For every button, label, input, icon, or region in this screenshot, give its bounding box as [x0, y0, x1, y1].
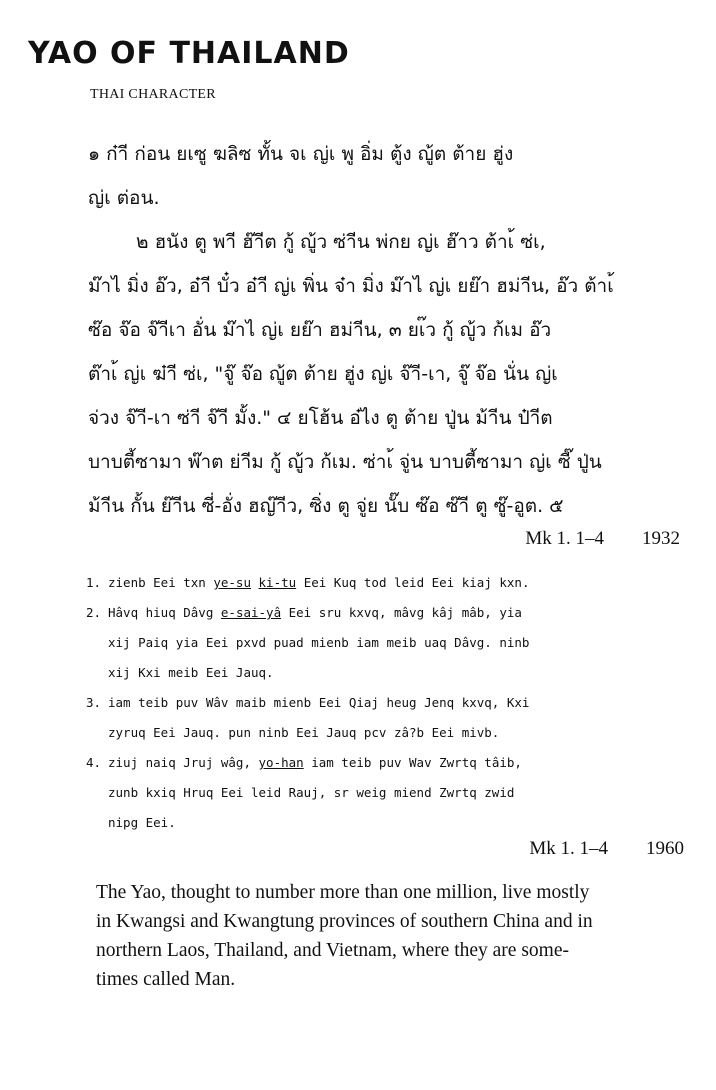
verse-line: nipg Eei.: [108, 815, 176, 830]
thai-line: บาบตี้ซามา พ๊าต ย่าีม กู้ ญู้ว ก้เม. ซ่าเ้ จู่น บาบตี้ซามา ญ่เ ซี๊ ปู่น: [88, 451, 602, 473]
thai-line: ซ๊อ จ๊อ จ๊าีเา อั่น ม๊าไ ญ่เ ยย๊า ฮม่าีน, ๓ ยเ๊ว กู้ ญู้ว ก้เม อ๊ว: [88, 319, 552, 341]
verse-line: xij Paiq yia Eei pxvd puad mienb iam meib uaq Dâvg. ninb: [108, 635, 530, 650]
citation-year: 1960: [646, 838, 684, 859]
citation-1932: [525, 528, 680, 550]
verse-line: zyruq Eei Jauq. pun ninb Eei Jauq pcv zâ?b Eei mivb.: [108, 725, 500, 740]
thai-line: ต๊าเ้ ญ่เ ฆ๋าี ซ่เ, "จู๊ จ๊อ ญู้ต ต้าย ฮู่ง ญ่เ จ๊าี-เา, จู๊ จ๊อ นั่น ญ่เ: [88, 363, 558, 385]
verse-number: 3.: [86, 695, 102, 710]
paragraph-line: The Yao, thought to number more than one million, live mostly: [96, 882, 590, 903]
verse-text: Eei Kuq tod leid Eei kiaj kxn.: [296, 575, 530, 590]
underlined-name: yo-han: [258, 755, 304, 770]
paragraph-line: in Kwangsi and Kwangtung provinces of southern China and in: [96, 911, 593, 932]
thai-line: ญ่เ ต่อน.: [88, 187, 160, 209]
verse-line: [86, 748, 696, 778]
citation-reference: Mk 1. 1–4: [525, 528, 604, 549]
verse-line: [86, 688, 696, 718]
verse-text: Eei sru kxvq, mâvg kâj mâb, yia: [281, 605, 522, 620]
thai-text-block: [88, 132, 688, 528]
verse-line: zunb kxiq Hruq Eei leid Rauj, sr weig miend Zwrtq zwid: [108, 785, 515, 800]
verse-line: [86, 598, 696, 628]
underlined-name: ki-tu: [258, 575, 297, 590]
citation-1960: [529, 838, 684, 860]
paragraph-line: times called Man.: [96, 969, 236, 990]
thai-line: ๒ ฮนัง ตู พาี ฮ๊าีต กู้ ญู้ว ซ่าีน พ่กย ญ่เ ฮ๊าว ต้าเ้ ซ่เ,: [136, 231, 546, 253]
page-title: YAO OF THAILAND: [28, 36, 350, 71]
underlined-name: e-sai-yâ: [220, 605, 282, 620]
verse-text: Hâvq hiuq Dâvg: [108, 605, 221, 620]
citation-reference: Mk 1. 1–4: [529, 838, 608, 859]
paragraph-line: northern Laos, Thailand, and Vietnam, where they are some-: [96, 940, 569, 961]
verse-number: 1.: [86, 575, 102, 590]
verse-number: 2.: [86, 605, 102, 620]
verse-line: [86, 568, 696, 598]
verse-text: ziuj naiq Jruj wâg,: [108, 755, 259, 770]
verse-text: [251, 575, 259, 590]
section-subtitle: THAI CHARACTER: [90, 87, 216, 102]
description-paragraph: [96, 878, 696, 994]
thai-line: ม้าีน กั้น ย๊าีน ซี่-อั่ง ฮญ๊าีว, ซิ่ง ตู จู่ย นั๊บ ซ๊อ ซ๊าี ตู ซู๊-อูต. ๕: [88, 495, 564, 517]
thai-line: ม๊าไ มิ่ง อ๊ว, อ๋าี บั๋ว อ๋าี ญ่เ พิ่น จ๋า มิ่ง ม๊าไ ญ่เ ยย๊า ฮม่าีน, อ๊ว ต้าเ้: [88, 275, 614, 297]
verse-line: xij Kxi meib Eei Jauq.: [108, 665, 274, 680]
verse-number: 4.: [86, 755, 102, 770]
thai-line: จ่วง จ๊าี-เา ซ่าี จ๊าี มั้ง." ๔ ยโฮ้น อ๋ไง ตู ต้าย ปู่น ม้าีน ป๋าีต: [88, 407, 553, 429]
romanized-text-block: [86, 568, 696, 838]
citation-year: 1932: [642, 528, 680, 549]
verse-text: zienb Eei txn: [108, 575, 214, 590]
verse-text: iam teib puv Wâv maib mienb Eei Qiaj heug Jenq kxvq, Kxi: [108, 695, 530, 710]
underlined-name: ye-su: [213, 575, 251, 590]
verse-text: iam teib puv Wav Zwrtq tâib,: [303, 755, 522, 770]
thai-line: ๑ ก๋าี ก่อน ยเซู ฆลิซ ทั้น จเ ญ่เ พู อิ่ม ตู้ง ญู้ต ต้าย ฮู่ง: [88, 143, 514, 165]
